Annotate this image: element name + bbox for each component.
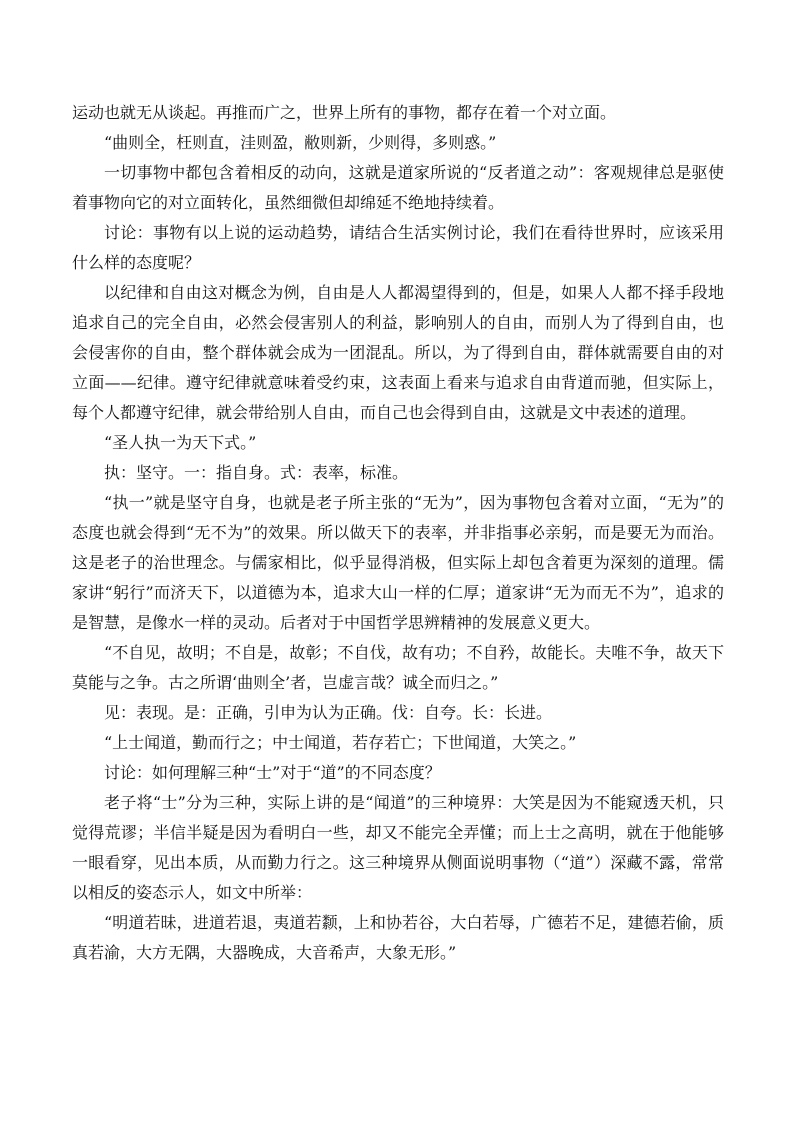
quote-paragraph-11: “上士闻道，勤而行之；中士闻道，若存若亡；下世闻道，大笑之。” xyxy=(104,733,577,752)
annotation-paragraph-10: 见：表现。是：正确，引申为认为正确。伐：自夸。长：长进。 xyxy=(104,703,553,722)
quote-paragraph-9: “不自见，故明；不自是，故彰；不自伐，故有功；不自矜，故能长。夫唯不争，故天下莫能与之争。古之所谓‘曲则全’者，岂虚言哉？诚全而归之。” xyxy=(72,643,724,692)
paragraph-3: 一切事物中都包含着相反的动向，这就是道家所说的“反者道之动”：客观规律总是驱使着事物向它的对立面转化，虽然细微但却绵延不绝地持续着。 xyxy=(72,163,724,212)
paragraph-1: 运动也就无从谈起。再推而广之，世界上所有的事物，都存在着一个对立面。 xyxy=(72,103,617,122)
document-body xyxy=(72,98,724,968)
discussion-paragraph-4: 讨论：事物有以上说的运动趋势，请结合生活实例讨论，我们在看待世界时，应该采用什么样的态度呢？ xyxy=(72,223,724,272)
quote-paragraph-14: “明道若昧，进道若退，夷道若颣，上和协若谷，大白若辱，广德若不足，建德若偷，质真若渝，大方无隅，大器晚成，大音希声，大象无形。” xyxy=(72,913,724,962)
paragraph-5: 以纪律和自由这对概念为例，自由是人人都渴望得到的，但是，如果人人都不择手段地追求自己的完全自由，必然会侵害别人的利益，影响别人的自由，而别人为了得到自由，也会侵害你的自由，整个群体就会成为一团混乱。所以，为了得到自由，群体就需要自由的对立面——纪律。遵守纪律就意味着受约束，这表面上看来与追求自由背道而驰，但实际上，每个人都遵守纪律，就会带给别人自由，而自己也会得到自由，这就是文中表述的道理。 xyxy=(72,283,724,422)
quote-paragraph-2: “曲则全，枉则直，洼则盈，敝则新，少则得，多则惑。” xyxy=(104,133,497,152)
paragraph-13: 老子将“士”分为三种，实际上讲的是“闻道”的三种境界：大笑是因为不能窥透天机，只觉得荒谬；半信半疑是因为看明白一些，却又不能完全弄懂；而上士之高明，就在于他能够一眼看穿，见出本质，从而勤力行之。这三种境界从侧面说明事物（“道”）深藏不露，常常以相反的姿态示人，如文中所举： xyxy=(72,793,724,902)
annotation-paragraph-7: 执：坚守。一：指自身。式：表率，标准。 xyxy=(104,463,409,482)
discussion-paragraph-12: 讨论：如何理解三种“士”对于“道”的不同态度？ xyxy=(104,763,441,782)
quote-paragraph-6: “圣人执一为天下式。” xyxy=(104,433,257,452)
paragraph-8: “执一”就是坚守自身，也就是老子所主张的“无为”，因为事物包含着对立面，“无为”的态度也就会得到“无不为”的效果。所以做天下的表率，并非指事必亲躬，而是要无为而治。这是老子的治世理念。与儒家相比，似乎显得消极，但实际上却包含着更为深刻的道理。儒家讲“躬行”而济天下，以道德为本，追求大山一样的仁厚；道家讲“无为而无不为”，追求的是智慧，是像水一样的灵动。后者对于中国哲学思辨精神的发展意义更大。 xyxy=(72,493,724,632)
